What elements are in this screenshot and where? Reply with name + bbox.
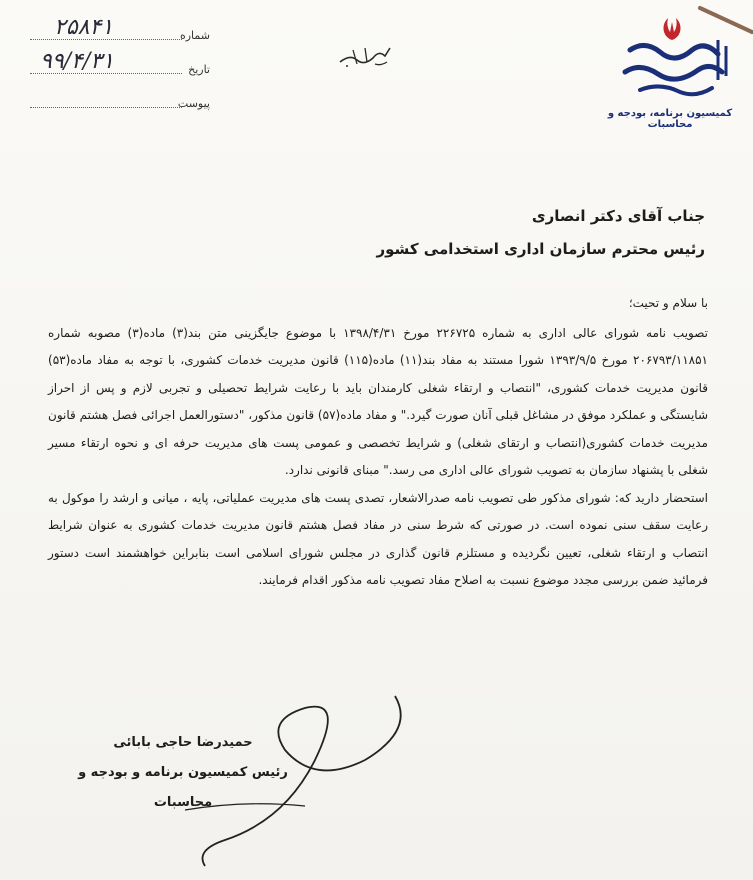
letter-paragraph-1: تصویب نامه شورای عالی اداری به شماره ۲۲۶۷۲۵ مورخ ۱۳۹۸/۴/۳۱ با موضوع جایگزینی متن بند(۳) ماده(۳) مصوبه شماره ۲۰۶۷۹۳/۱۱۸۵۱ مورخ ۱۳۹۳/۹/۵ شورا مستند به مفاد بند(۱۱) ماده(۱۱۵) قانون مدیریت خدمات کشوری، با توجه به مفاد ماده(۵۳) قانون مدیریت خدمات کشوری، "انتصاب و ارتقاء شغلی کارمندان باید با رعایت شرایط تحصیلی و تجربی لازم و پس از احراز شایستگی و عملکرد موفق در مشاغل قبلی آنان صورت گیرد." و مفاد ماده(۵۷) قانون مذکور، "دستورالعمل اجرائی فصل هشتم قانون مدیریت خدمات کشوری(انتصاب و ارتقای شغلی) و شرایط تخصصی و عمومی پست های مدیریت حرفه ای و نحوه ارتقاء مسیر شغلی با پشنهاد سازمان به تصویب شورای عالی اداری می رسد." مبنای قانونی ندارد. <box>48 325 708 477</box>
letter-paragraph-2: استحضار دارید که: شورای مذکور طی تصویب نامه صدرالاشعار، تصدی پست های مدیریت عملیاتی، پایه ، میانی و ارشد را موکول به رعایت سقف سنی نموده است. در صورتی که شرط سنی در مفاد فصل هشتم قانون مدیریت خدمات کشوری به عنوان شرایط انتصاب و ارتقاء شغلی، تعیین نگردیده و مستلزم قانون گذاری در مجلس شورای اسلامی است بنابراین خواهشمند است دستور فرمائید ضمن بررسی مجدد موضوع نسبت به اصلاح مفاد تصویب نامه مذکور اقدام فرمایند. <box>48 490 708 587</box>
addressee-title: رئیس محترم سازمان اداری استخدامی کشور <box>376 240 705 258</box>
bismillah-calligraphy <box>335 40 395 70</box>
letter-body <box>48 290 708 595</box>
addressee-name: جناب آقای دکتر انصاری <box>531 207 705 225</box>
signatory-name: حمیدرضا حاجی بابائی <box>113 735 253 750</box>
letter-number-label: شماره <box>179 29 210 42</box>
letter-greeting: با سلام و تحیت؛ <box>628 296 708 310</box>
signatory-title: رئیس کمیسیون برنامه و بودجه و محاسبات <box>78 765 288 810</box>
parliament-emblem-icon <box>600 10 740 105</box>
letter-number-row <box>30 12 210 46</box>
committee-name: کمیسیون برنامه، بودجه و محاسبات <box>607 108 733 130</box>
letter-date-label: تاریخ <box>188 63 210 76</box>
letter-attachment-label: پیوست <box>177 97 210 110</box>
letter-date-row <box>30 46 210 80</box>
letter-attachment-row <box>30 80 210 114</box>
signature-block <box>68 728 298 818</box>
letter-number-value: ۲۵۸۴۱ <box>54 15 114 40</box>
letter-date-value: ۹۹/۴/۳۱ <box>40 49 114 74</box>
parliament-logo <box>600 10 740 130</box>
letter-metadata <box>30 12 210 114</box>
addressee-block <box>377 200 705 266</box>
